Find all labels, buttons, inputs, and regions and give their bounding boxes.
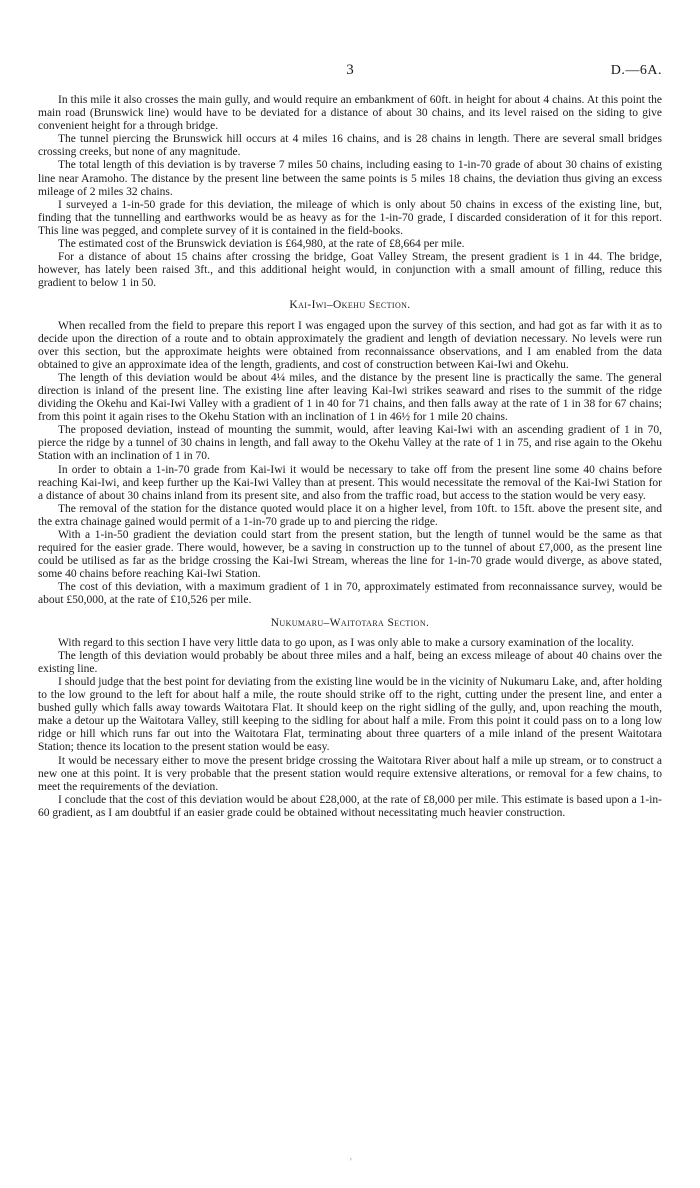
section-heading: Kai-Iwi–Okehu Section. xyxy=(289,299,411,312)
paragraph: It would be necessary either to move the present bridge crossing the Waitotara River about half a mile up stream, or to construct a new one at this point. It is very probable that the present station would require extensive alterations, or removal for a few chains, to meet the requirements of the deviation. xyxy=(38,754,662,793)
paragraph: The proposed deviation, instead of mounting the summit, would, after leaving Kai-Iwi with an ascending gradient of 1 in 70, pierce the ridge by a tunnel of 30 chains in length, and fall away to the Okehu Valley at the rate of 1 in 75, and rise again to the Okehu Station with an inclination of 1 in 70. xyxy=(38,424,662,463)
paragraph: The length of this deviation would probably be about three miles and a half, being an excess mileage of about 40 chains over the existing line. xyxy=(38,649,662,675)
paragraph: I conclude that the cost of this deviation would be about £28,000, at the rate of £8,000 per mile. This estimate is based upon a 1-in-60 gradient, as I am doubtful if an easier grade could be obtained without necessitating much heavier construction. xyxy=(38,793,662,819)
paragraph: In order to obtain a 1-in-70 grade from Kai-Iwi it would be necessary to take off from the present line some 40 chains before reaching Kai-Iwi, and keep further up the Kai-Iwi Valley than at present. This would necessitate the removal of the Kai-Iwi Station for a distance of about 30 chains inland from its present site, and also from the traffic road, but access to the station would be very easy. xyxy=(38,463,662,502)
section-heading: Nukumaru–Waitotara Section. xyxy=(270,616,430,629)
paragraph: The cost of this deviation, with a maximum gradient of 1 in 70, approximately estimated from reconnaissance survey, would be about £50,000, at the rate of £10,526 per mile. xyxy=(38,581,662,607)
paragraph: The length of this deviation would be about 4¼ miles, and the distance by the present line is practically the same. The general direction is inland of the present line. The existing line after leaving Kai-Iwi strikes seaward and rises to the summit of the ridge dividing the Okehu and Kai-Iwi Valley with a gradient of 1 in 40 for 71 chains, and then falls away at the rate of 1 in 38 for 67 chains; from this point it again rises to the Okehu Station with an inclination of 1 in 46½ for 1 mile 20 chains. xyxy=(38,371,662,424)
paragraph: With a 1-in-50 gradient the deviation could start from the present station, but the length of tunnel would be the same as that required for the easier grade. There would, however, be a saving in construction up to the tunnel of about £7,000, as the present line could be utilised as far as the bridge crossing the Kai-Iwi Stream, whereas the line for 1-in-70 grade would diverge, as above stated, some 40 chains before reaching Kai-Iwi Station. xyxy=(38,529,662,581)
paragraph: The removal of the station for the distance quoted would place it on a higher level, from 10ft. to 15ft. above the present site, and the extra chainage gained would permit of a 1-in-70 grade up to and piercing the ridge. xyxy=(38,502,662,528)
paragraph: The tunnel piercing the Brunswick hill occurs at 4 miles 16 chains, and is 28 chains in length. There are several small bridges crossing creeks, but none of any magnitude. xyxy=(38,133,662,159)
section-kai-iwi-okehu xyxy=(38,299,662,607)
paragraph: For a distance of about 15 chains after crossing the bridge, Goat Valley Stream, the present gradient is 1 in 44. The bridge, however, has lately been raised 3ft., and this additional height would, in conjunction with a small amount of filling, reduce this gradient to below 1 in 50. xyxy=(38,251,662,290)
page-header xyxy=(38,64,662,90)
section-nukumaru-waitotara xyxy=(38,617,662,820)
section-brunswick-continuation xyxy=(38,94,662,290)
paragraph: When recalled from the field to prepare this report I was engaged upon the survey of this section, and had got as far with it as to decide upon the direction of a route and to obtain approximately the gradient and length of deviation necessary. No levels were run over this section, but the approximate heights were obtained from reconnaissance observations, and I am enabled from the data obtained to give an approximate idea of the length, gradients, and cost of construction between Kai-Iwi and Okehu. xyxy=(38,319,662,371)
paragraph: The total length of this deviation is by traverse 7 miles 50 chains, including easing to 1-in-70 grade of about 30 chains of existing line near Aramoho. The distance by the present line between the same points is 5 miles 18 chains, the deviation thus giving an excess mileage of 2 miles 32 chains. xyxy=(38,159,662,198)
paragraph: I surveyed a 1-in-50 grade for this deviation, the mileage of which is only about 50 chains in excess of the existing line, but, finding that the tunnelling and earthworks would be as heavy as for the 1-in-70 grade, I discarded consideration of it for this report. This line was pegged, and complete survey of it is contained in the field-books. xyxy=(38,198,662,237)
paragraph: The estimated cost of the Brunswick deviation is £64,980, at the rate of £8,664 per mile. xyxy=(58,238,465,251)
paragraph: In this mile it also crosses the main gully, and would require an embankment of 60ft. in height for about 4 chains. At this point the main road (Brunswick line) would have to be deviated for a distance of about 30 chains, and its level raised on the siding to give convenient height for a through bridge. xyxy=(38,94,662,133)
paragraph: I should judge that the best point for deviating from the existing line would be in the vicinity of Nukumaru Lake, and, after holding to the low ground to the left for about half a mile, the route should strike off to the right, cutting under the present line, and enter a bushed gully which falls away towards Waitotara Flat. It should keep on the right sidling of the gully, and, upon reaching the mouth, make a detour up the Waitotara Valley, still keeping to the sidling for about half a mile. From this point it could pass on to a long low ridge or hill which runs far out into the Waitotara Flat, terminating about three quarters of a mile inland of the present Waitotara Station; thence its location to the present station would be easy. xyxy=(38,675,662,754)
body-text xyxy=(38,94,662,820)
page-number: 3 xyxy=(346,62,354,78)
paragraph: With regard to this section I have very little data to go upon, as I was only able to make a cursory examination of the locality. xyxy=(58,636,634,649)
page-mark: ' xyxy=(350,1157,352,1168)
document-reference: D.—6A. xyxy=(610,63,662,78)
